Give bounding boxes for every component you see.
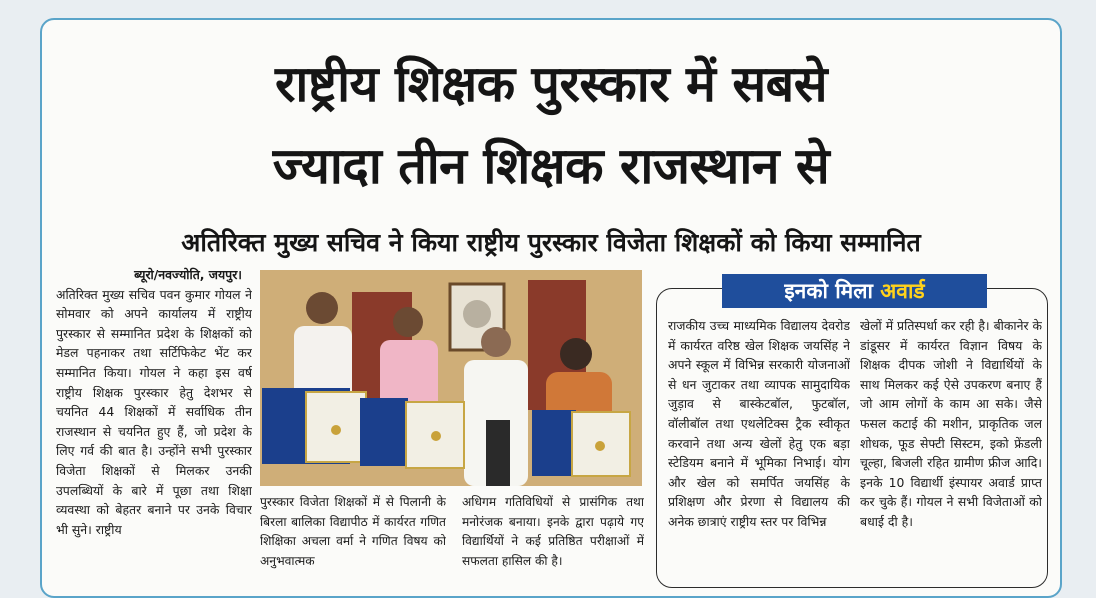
photo-caption-column-1: पुरस्कार विजेता शिक्षकों में से पिलानी के बिरला बालिका विद्यापीठ में कार्यरत गणित शिक्षिका अचला वर्मा ने गणित विषय को अनुभवात्मक — [260, 495, 446, 568]
article-column-1 — [56, 265, 252, 580]
newspaper-clipping — [40, 18, 1062, 598]
award-badge — [722, 274, 987, 308]
certificate-folder-3 — [532, 410, 576, 476]
sidebar-column-1: राजकीय उच्च माध्यमिक विद्यालय देवरोड में कार्यरत वरिष्ठ खेल शिक्षक जयसिंह ने अपने स्कूल में विभिन्न सरकारी योजनाओं से धन जुटाकर तथा व्यापक सामुदायिक जुड़ाव से बास्केटबॉल, फुटबॉल, वॉलीबॉल तथा एथलेटिक्स ट्रैक स्वीकृत करवाने तथा अन्य खेलों हेतु एक बड़ा स्टेडियम बनाने में भूमिका निभाई। योग और खेल को समर्पित जयसिंह के प्रशिक्षण और प्रेरणा से विद्यालय की अनेक छात्राएं राष्ट्रीय स्तर पर विभिन्न — [668, 318, 850, 529]
certificate-folder-2 — [360, 398, 408, 466]
award-badge-accent: अवार्ड — [880, 279, 925, 303]
byline: ब्यूरो/नवज्योति, जयपुर। — [134, 267, 242, 282]
award-photo — [260, 270, 642, 486]
headline-line-2: ज्यादा तीन शिक्षक राजस्थान से — [272, 137, 830, 195]
headline-line-1: राष्ट्रीय शिक्षक पुरस्कार में सबसे — [274, 55, 828, 113]
subheadline: अतिरिक्त मुख्य सचिव ने किया राष्ट्रीय पुरस्कार विजेता शिक्षकों को किया सम्मानित — [181, 228, 921, 257]
article-body: अतिरिक्त मुख्य सचिव पवन कुमार गोयल ने सोमवार को अपने कार्यालय में राष्ट्रीय पुरस्कार से सम्मानित प्रदेश के शिक्षकों को मेडल पहनाकर तथा सर्टिफिकेट भेंट कर सम्मानित किया। गोयल ने कहा इस वर्ष राष्ट्रीय शिक्षक पुरस्कार हेतु देशभर से चयनित 44 शिक्षकों में सर्वाधिक तीन राजस्थान से चयनित हुए हैं, जो प्रदेश के लिए गर्व की बात है। उन्होंने सभी पुरस्कार विजेता शिक्षकों से मिलकर उनकी उपलब्धियों के बारे में पूछा तथा शिक्षा व्यवस्था को बेहतर बनाने पर उनके विचार भी सुने। राष्ट्रीय — [56, 286, 252, 537]
award-badge-text: इनको मिला — [784, 279, 881, 303]
award-photo-illustration — [260, 270, 642, 486]
photo-caption-column-2: अधिगम गतिविधियों से प्रासंगिक तथा मनोरंजक बनाया। इनके द्वारा पढ़ाये गए विद्यार्थियों ने कई प्रतिष्ठित परीक्षाओं में सफलता हासिल की है। — [462, 495, 644, 568]
sidebar-column-2: खेलों में प्रतिस्पर्धा कर रही है। बीकानेर के डांडूसर में कार्यरत विज्ञान विषय के शिक्षक दीपक जोशी ने विद्यार्थियों के साथ मिलकर कई ऐसे उपकरण बनाए हैं जो आम लोगों के काम आ सके। जैसे फसल कटाई की मशीन, प्राकृतिक जल शोधक, फूड सेफ्टी सिस्टम, इको फ्रेंडली चूल्हा, बिजली रहित ग्रामीण फ्रीज आदि। इनके 10 विद्यार्थी इंस्पायर अवार्ड प्राप्त कर चुके हैं। गोयल ने सभी विजेताओं को बधाई दी है। — [860, 318, 1042, 529]
